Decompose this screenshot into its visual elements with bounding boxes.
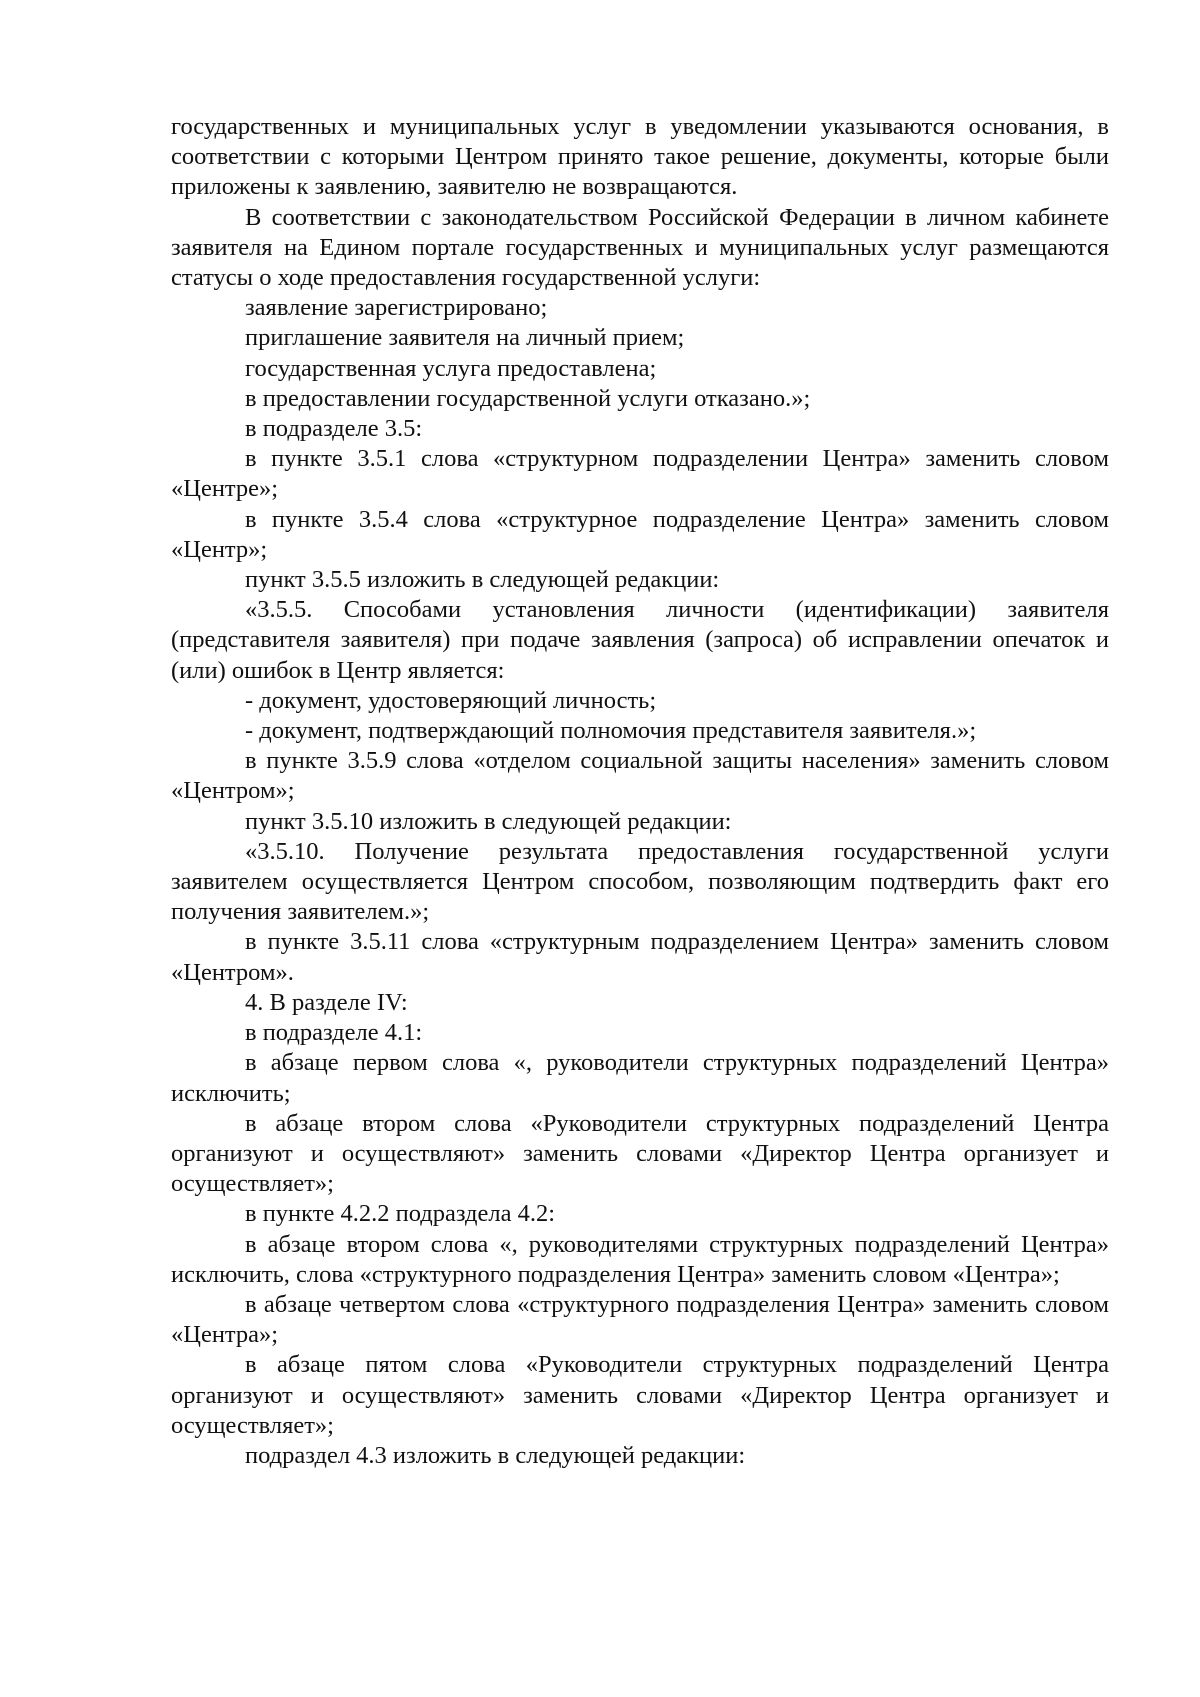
paragraph-item-3-5-11: в пункте 3.5.11 слова «структурным подразделением Центра» заменить словом «Центром». bbox=[171, 928, 1109, 986]
paragraph-4-1-abzac-2: в абзаце втором слова «Руководители структурных подразделений Центра организуют и осуществляют» заменить словами «Директор Центра организует и осуществляет»; bbox=[171, 1109, 1109, 1198]
paragraph-item-3-5-10-intro: пункт 3.5.10 изложить в следующей редакции: bbox=[245, 807, 732, 835]
paragraph-subsection-4-1: в подразделе 4.1: bbox=[245, 1019, 423, 1047]
paragraph-item-3-5-4: в пункте 3.5.4 слова «структурное подразделение Центра» заменить словом «Центр»; bbox=[171, 505, 1109, 563]
paragraph-subsection-3-5: в подразделе 3.5: bbox=[245, 415, 423, 443]
paragraph-4-2-2-abzac-2: в абзаце втором слова «, руководителями структурных подразделений Центра» исключить, слова «структурного подразделения Центра» заменить словом «Центра»; bbox=[171, 1230, 1109, 1288]
paragraph-subsection-4-3: подраздел 4.3 изложить в следующей редакции: bbox=[245, 1441, 746, 1469]
paragraph-item-3-5-5-intro: пункт 3.5.5 изложить в следующей редакции: bbox=[245, 566, 720, 594]
paragraph-section-iv: 4. В разделе IV: bbox=[245, 988, 408, 1016]
status-item-registered: заявление зарегистрировано; bbox=[245, 294, 548, 322]
list-item-authority-document: - документ, подтверждающий полномочия представителя заявителя.»; bbox=[245, 717, 977, 745]
paragraph-2: В соответствии с законодательством Российской Федерации в личном кабинете заявителя на Едином портале государственных и муниципальных услуг размещаются статусы о ходе предоставления государственной услуги: bbox=[171, 203, 1109, 292]
status-item-invitation: приглашение заявителя на личный прием; bbox=[245, 324, 685, 352]
paragraph-item-3-5-5-text: «3.5.5. Способами установления личности (идентификации) заявителя (представителя заявителя) при подаче заявления (запроса) об исправлении опечаток и (или) ошибок в Центр является: bbox=[171, 596, 1109, 684]
paragraph-4-2-2-abzac-4: в абзаце четвертом слова «структурного подразделения Центра» заменить словом «Центра»; bbox=[171, 1290, 1109, 1349]
status-item-provided: государственная услуга предоставлена; bbox=[245, 354, 657, 382]
paragraph-item-4-2-2: в пункте 4.2.2 подраздела 4.2: bbox=[245, 1200, 556, 1228]
document-page bbox=[171, 112, 1109, 1471]
list-item-identity-document: - документ, удостоверяющий личность; bbox=[245, 686, 657, 714]
paragraph-4-2-2-abzac-5: в абзаце пятом слова «Руководители структурных подразделений Центра организуют и осуществляют» заменить словами «Директор Центра организует и осуществляет»; bbox=[171, 1351, 1109, 1439]
paragraph-4-1-abzac-1: в абзаце первом слова «, руководители структурных подразделений Центра» исключить; bbox=[171, 1049, 1109, 1107]
paragraph-item-3-5-1: в пункте 3.5.1 слова «структурном подразделении Центра» заменить словом «Центре»; bbox=[171, 445, 1109, 503]
paragraph-1: государственных и муниципальных услуг в уведомлении указываются основания, в соответствии с которыми Центром принято такое решение, документы, которые были приложены к заявлению, заявителю не возвращаются. bbox=[171, 113, 1109, 201]
paragraph-item-3-5-9: в пункте 3.5.9 слова «отделом социальной защиты населения» заменить словом «Центром»; bbox=[171, 747, 1109, 805]
paragraph-item-3-5-10-text: «3.5.10. Получение результата предоставления государственной услуги заявителем осуществляется Центром способом, позволяющим подтвердить факт его получения заявителем.»; bbox=[171, 837, 1109, 926]
status-item-refused: в предоставлении государственной услуги отказано.»; bbox=[245, 384, 811, 412]
